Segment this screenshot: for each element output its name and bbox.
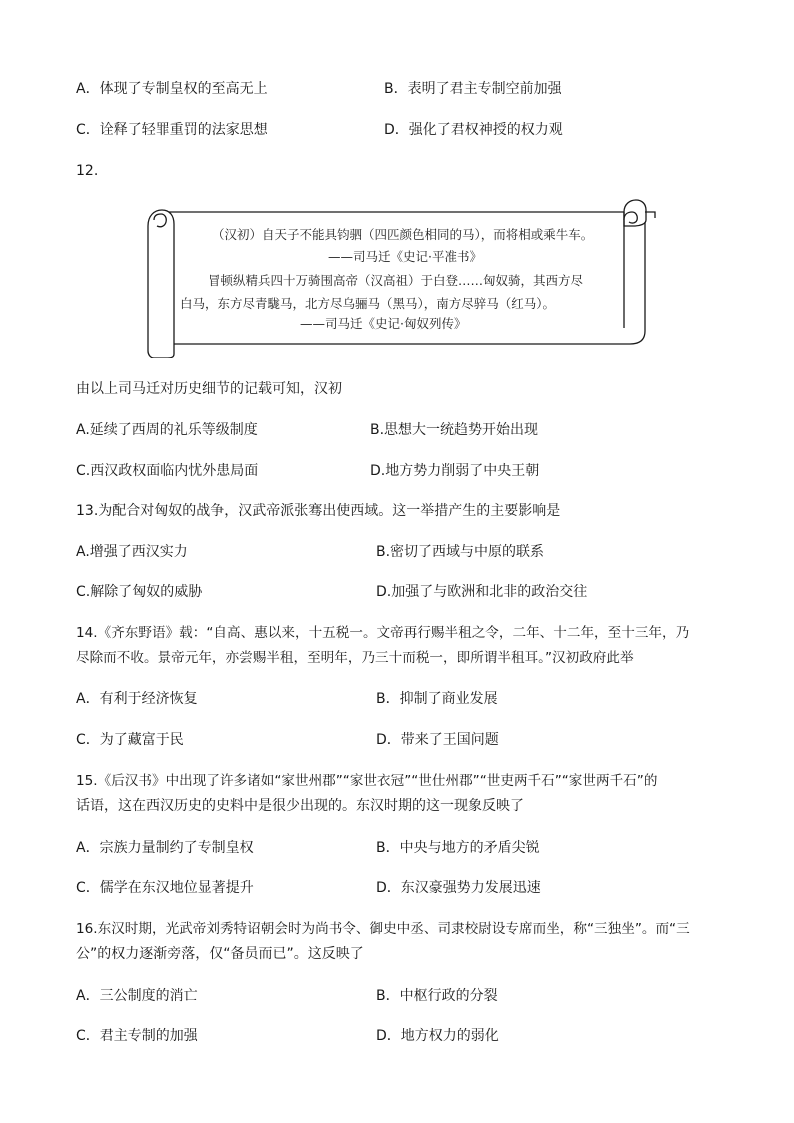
q13-option-b: B.密切了西域与中原的联系 [376, 544, 545, 560]
q14-option-a: A．有利于经济恢复 [76, 691, 198, 707]
q14-stem-line-2: 尽除而不收。景帝元年，亦尝赐半租，至明年，乃三十而税一，即所谓半租耳。”汉初政府此举 [76, 650, 634, 666]
q15-option-b: B．中央与地方的矛盾尖锐 [376, 840, 540, 856]
q16-stem-line-2: 公”的权力逐渐旁落，仅“备员而已”。这反映了 [76, 946, 364, 962]
scroll-line-3: 冒顿纵精兵四十万骑围高帝（汉高祖）于白登……匈奴骑，其西方尽 [208, 273, 584, 288]
q15-option-c: C．儒学在东汉地位显著提升 [76, 880, 254, 896]
q11-option-d: D．强化了君权神授的权力观 [384, 122, 563, 138]
q15-option-a: A．宗族力量制约了专制皇权 [76, 840, 254, 856]
q12-number: 12. [76, 163, 99, 179]
scroll-line-4: 白马，东方尽青駹马，北方尽乌骊马（黑马），南方尽骍马（红马）。 [180, 296, 556, 311]
q14-option-d: D．带来了王国问题 [376, 732, 499, 748]
q11-option-a: A．体现了专制皇权的至高无上 [76, 81, 268, 97]
q12-option-a: A.延续了西周的礼乐等级制度 [76, 422, 258, 438]
q16-stem-line-1: 16.东汉时期，光武帝刘秀特诏朝会时为尚书令、御史中丞、司隶校尉设专席而坐，称“三独坐”。而“三 [76, 921, 690, 937]
q11-option-b: B．表明了君主专制空前加强 [384, 81, 562, 97]
q16-option-d: D．地方权力的弱化 [376, 1028, 499, 1044]
q16-option-a: A．三公制度的消亡 [76, 988, 198, 1004]
q15-option-d: D．东汉豪强势力发展迅速 [376, 880, 541, 896]
scroll-line-1: （汉初）自天子不能具钧驷（四匹颜色相同的马），而将相或乘牛车。 [212, 227, 594, 242]
scroll-illustration [140, 196, 660, 358]
q13-option-a: A.增强了西汉实力 [76, 544, 188, 560]
q14-stem-line-1: 14.《齐东野语》载：“自高、惠以来，十五税一。文帝再行赐半租之令，二年、十二年，至十三年，乃 [76, 625, 690, 641]
q16-option-c: C．君主专制的加强 [76, 1028, 198, 1044]
scroll-line-5: ——司马迁《史记·匈奴列传》 [300, 316, 467, 331]
q12-option-c: C.西汉政权面临内忧外患局面 [76, 463, 259, 479]
q16-option-b: B．中枢行政的分裂 [376, 988, 498, 1004]
q14-option-b: B．抑制了商业发展 [376, 691, 498, 707]
q13-option-c: C.解除了匈奴的威胁 [76, 584, 203, 600]
q12-stem: 由以上司马迁对历史细节的记载可知，汉初 [76, 381, 342, 397]
q14-option-c: C．为了藏富于民 [76, 732, 184, 748]
q15-stem-line-2: 话语，这在西汉历史的史料中是很少出现的。东汉时期的这一现象反映了 [76, 798, 524, 814]
q13-stem: 13.为配合对匈奴的战争，汉武帝派张骞出使西域。这一举措产生的主要影响是 [76, 503, 561, 519]
q11-option-c: C．诠释了轻罪重罚的法家思想 [76, 122, 268, 138]
q12-option-d: D.地方势力削弱了中央王朝 [370, 463, 540, 479]
q12-option-b: B.思想大一统趋势开始出现 [370, 422, 539, 438]
q15-stem-line-1: 15.《后汉书》中出现了许多诸如“家世州郡”“家世衣冠”“世仕州郡”“世吏两千石”“家世两千石”的 [76, 773, 658, 789]
scroll-line-2: ——司马迁《史记·平准书》 [328, 249, 482, 264]
q13-option-d: D.加强了与欧洲和北非的政治交往 [376, 584, 588, 600]
